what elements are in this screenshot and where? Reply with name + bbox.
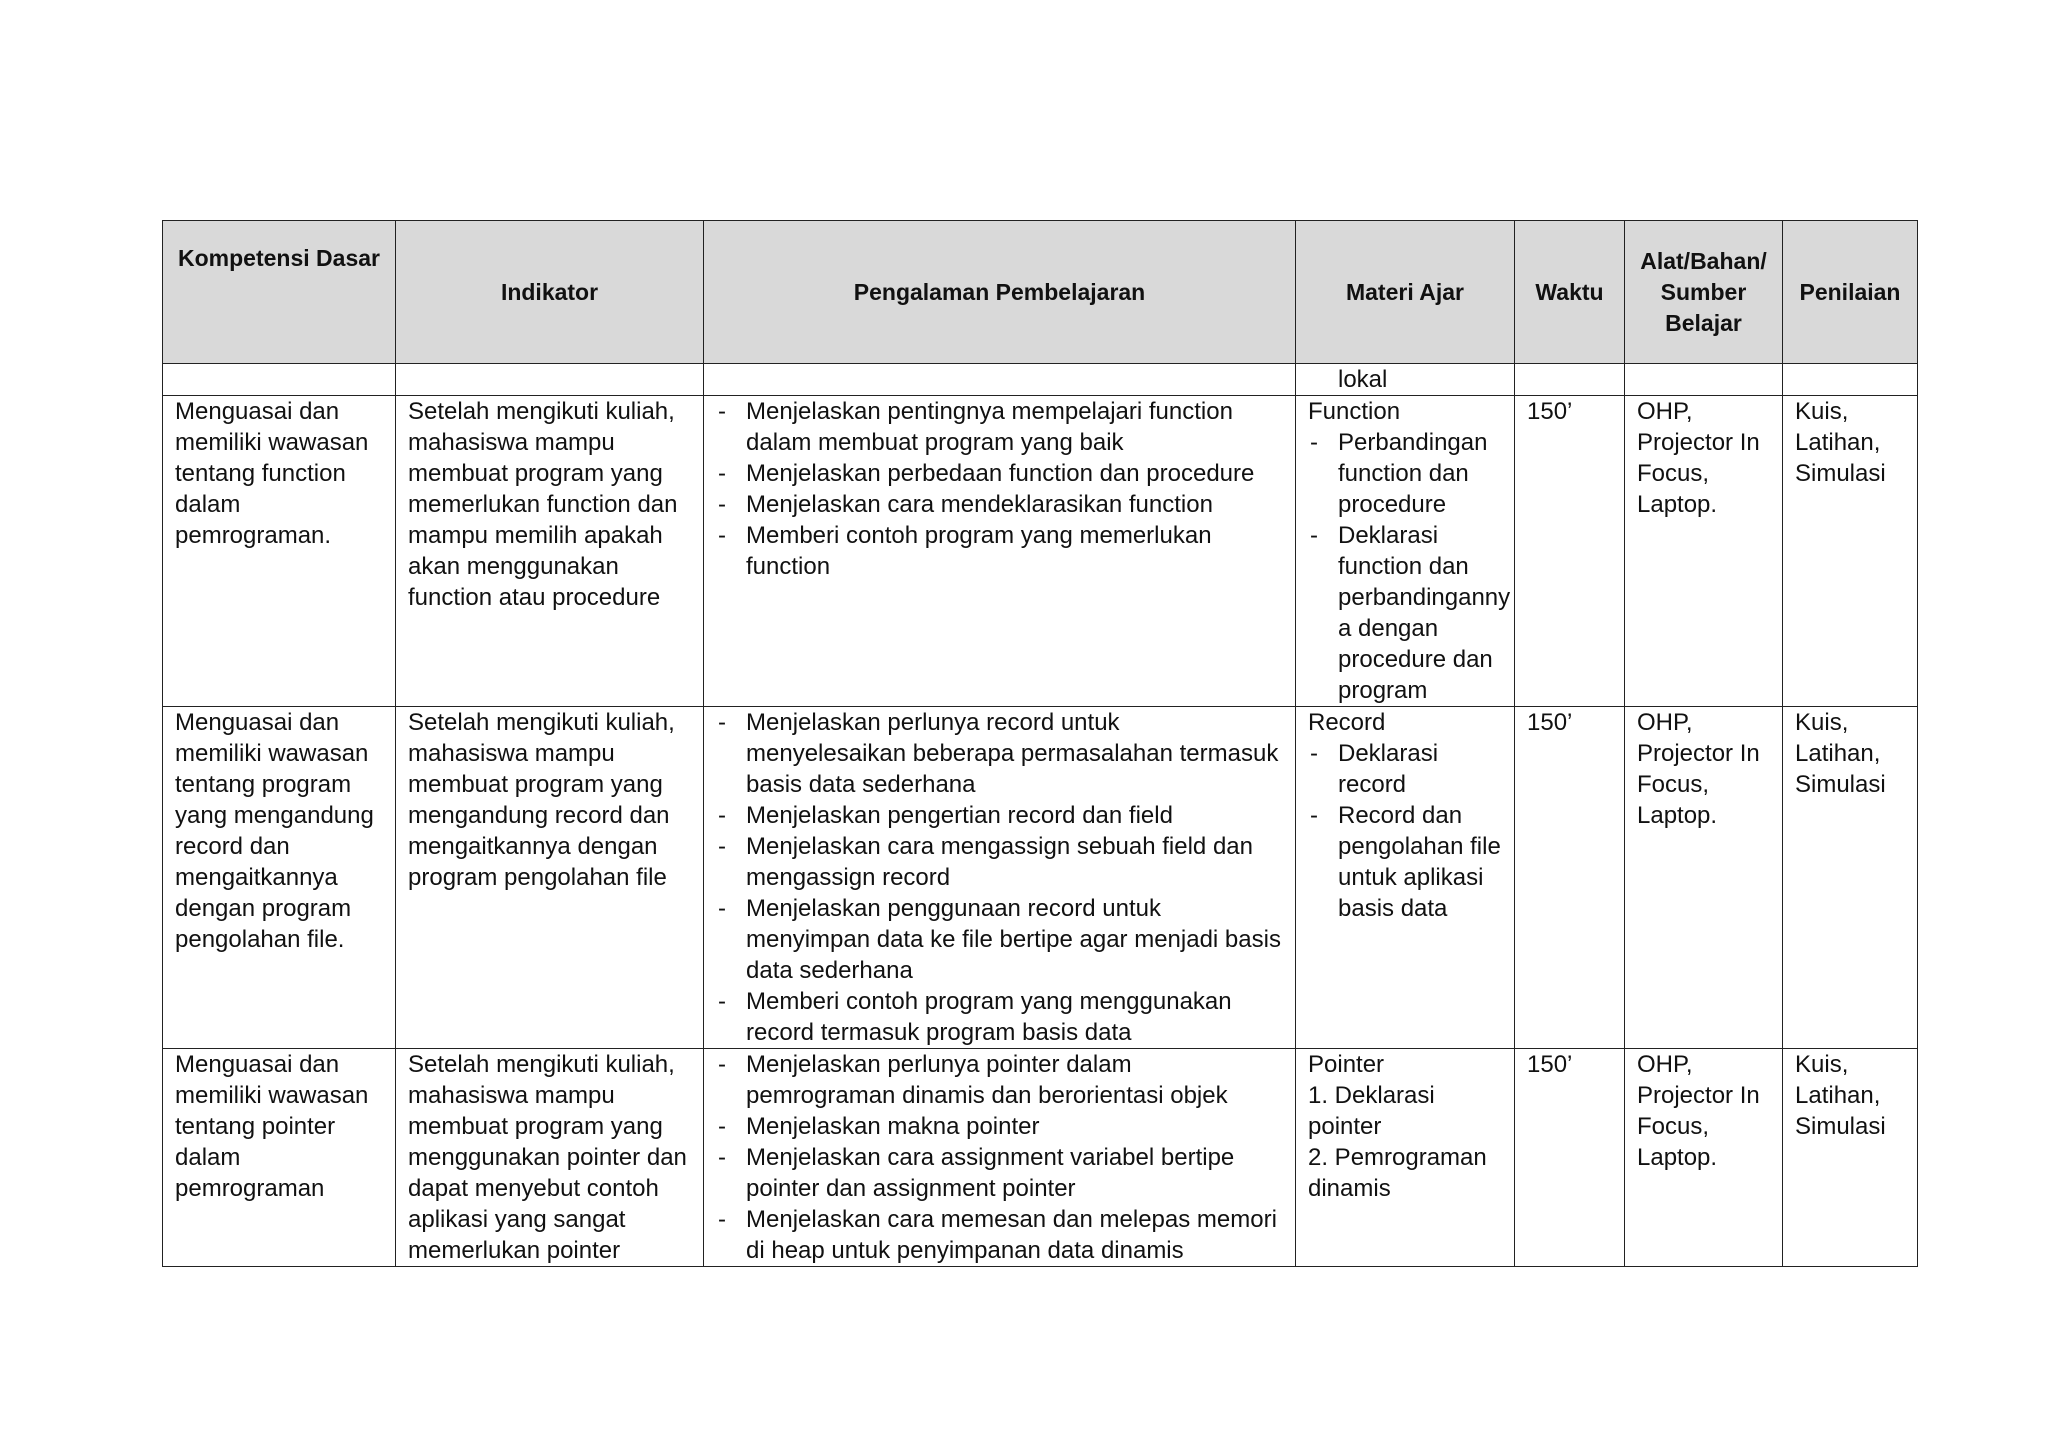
header-materi: Materi Ajar [1296,221,1515,364]
header-row [163,221,1918,364]
list-item: - Menjelaskan cara mendeklarasikan function [716,489,1283,520]
list-item: - Memberi contoh program yang memerlukan function [716,520,1283,582]
list-item: - Record dan pengolahan file untuk aplikasi basis data [1308,800,1502,924]
list-item: - Memberi contoh program yang menggunakan record termasuk program basis data [716,986,1283,1048]
cell-alat: OHP, Projector In Focus, Laptop. [1625,1049,1783,1267]
materi-title: Pointer [1308,1051,1385,1078]
header-kompetensi: Kompetensi Dasar [163,221,396,364]
list-item: - Menjelaskan perbedaan function dan procedure [716,458,1283,489]
cell-indikator: Setelah mengikuti kuliah, mahasiswa mampu membuat program yang memerlukan function dan mampu memilih apakah akan menggunakan function atau procedure [396,396,704,707]
cell-empty [396,364,704,396]
list-item: - Deklarasi function dan perbandinganny a dengan procedure dan program [1308,520,1502,706]
list-item: - Menjelaskan makna pointer [716,1111,1283,1142]
table-row [163,396,1918,707]
materi-title: Record [1308,709,1386,736]
cell-pengalaman [704,396,1296,707]
cell-kompetensi: Menguasai dan memiliki wawasan tentang function dalam pemrograman. [163,396,396,707]
cell-kompetensi: Menguasai dan memiliki wawasan tentang pointer dalam pemrograman [163,1049,396,1267]
cell-indikator: Setelah mengikuti kuliah, mahasiswa mampu membuat program yang menggunakan pointer dan dapat menyebut contoh aplikasi yang sangat memerlukan pointer [396,1049,704,1267]
cell-empty [1515,364,1625,396]
cell-materi [1296,707,1515,1049]
cell-waktu: 150’ [1515,396,1625,707]
syllabus-page [162,220,1917,1267]
list-item: - Menjelaskan cara assignment variabel bertipe pointer dan assignment pointer [716,1142,1283,1204]
cell-empty [1783,364,1918,396]
header-waktu: Waktu [1515,221,1625,364]
cell-indikator: Setelah mengikuti kuliah, mahasiswa mampu membuat program yang mengandung record dan mengaitkannya dengan program pengolahan file [396,707,704,1049]
list-item: - Menjelaskan pentingnya mempelajari function dalam membuat program yang baik [716,396,1283,458]
header-indikator: Indikator [396,221,704,364]
cell-alat: OHP, Projector In Focus, Laptop. [1625,396,1783,707]
cell-alat: OHP, Projector In Focus, Laptop. [1625,707,1783,1049]
cell-waktu: 150’ [1515,707,1625,1049]
cell-materi [1296,396,1515,707]
cell-materi [1296,1049,1515,1267]
list-item: - Menjelaskan perlunya pointer dalam pemrograman dinamis dan berorientasi objek [716,1049,1283,1111]
list-item: - Perbandingan function dan procedure [1308,427,1502,520]
list-item: - Menjelaskan penggunaan record untuk menyimpan data ke file bertipe agar menjadi basis data sederhana [716,893,1283,986]
list-item: 1. Deklarasi pointer [1308,1082,1435,1140]
list-item: - Menjelaskan cara memesan dan melepas memori di heap untuk penyimpanan data dinamis [716,1204,1283,1266]
cell-waktu: 150’ [1515,1049,1625,1267]
cell-pengalaman [704,1049,1296,1267]
cell-penilaian: Kuis, Latihan, Simulasi [1783,1049,1918,1267]
continuation-row [163,364,1918,396]
list-item: 2. Pemrograman dinamis [1308,1144,1487,1202]
table-row [163,1049,1918,1267]
cell-penilaian: Kuis, Latihan, Simulasi [1783,707,1918,1049]
list-item: - Menjelaskan pengertian record dan field [716,800,1283,831]
cell-empty [1625,364,1783,396]
table-row [163,707,1918,1049]
cell-pengalaman [704,707,1296,1049]
syllabus-table [162,220,1918,1267]
materi-continuation-text: lokal [1338,366,1388,393]
list-item: - Menjelaskan perlunya record untuk menyelesaikan beberapa permasalahan termasuk basis data sederhana [716,707,1283,800]
list-item: - Deklarasi record [1308,738,1502,800]
header-pengalaman: Pengalaman Pembelajaran [704,221,1296,364]
cell-empty [704,364,1296,396]
cell-penilaian: Kuis, Latihan, Simulasi [1783,396,1918,707]
list-item: - Menjelaskan cara mengassign sebuah field dan mengassign record [716,831,1283,893]
materi-title: Function [1308,398,1401,425]
cell-materi-continuation [1296,364,1515,396]
header-alat: Alat/Bahan/ Sumber Belajar [1625,221,1783,364]
cell-kompetensi: Menguasai dan memiliki wawasan tentang program yang mengandung record dan mengaitkannya dengan program pengolahan file. [163,707,396,1049]
cell-empty [163,364,396,396]
header-penilaian: Penilaian [1783,221,1918,364]
